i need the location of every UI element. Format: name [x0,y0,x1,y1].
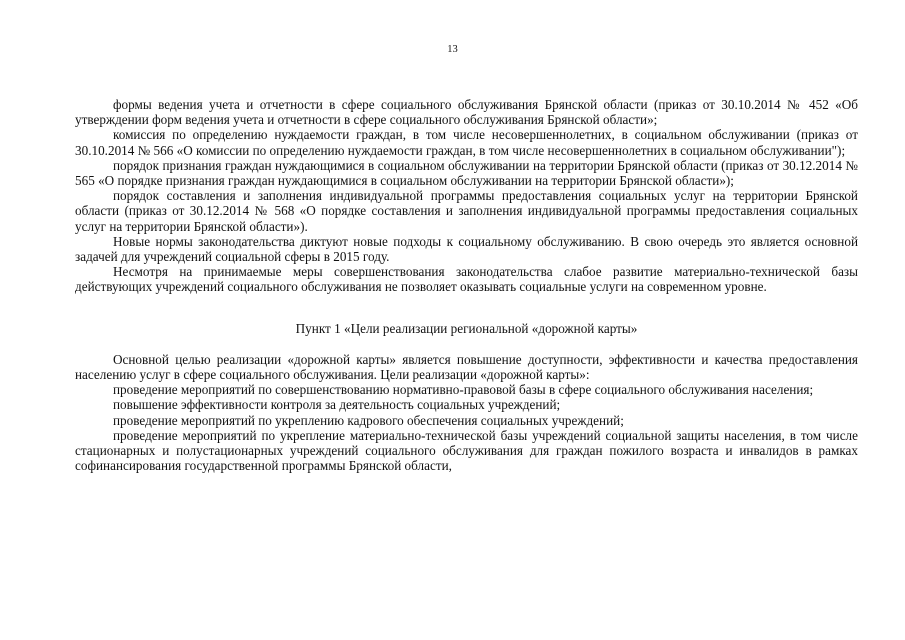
spacer [75,295,858,321]
paragraph: порядок составления и заполнения индивидуальной программы предоставления социальных услуг на территории Брянской области (приказ от 30.12.2014 № 568 «О порядке составления и заполнения индивидуальной программы предоставления социальных услуг на территории Брянской области»). [75,188,858,234]
page-number: 13 [447,44,458,55]
paragraph: формы ведения учета и отчетности в сфере социального обслуживания Брянской области (приказ от 30.10.2014 № 452 «Об утверждении форм ведения учета и отчетности в сфере социального обслуживания Брянской области»; [75,97,858,128]
document-body [75,97,858,473]
paragraph: порядок признания граждан нуждающимися в социальном обслуживании на территории Брянской области (приказ от 30.12.2014 № 565 «О порядке признания граждан нуждающимися в социальном обслуживании на территории Брянской области»); [75,157,858,189]
list-item: проведение мероприятий по совершенствованию нормативно-правовой базы в сфере социального обслуживания населения; [113,382,814,398]
paragraph: комиссия по определению нуждаемости граждан, в том числе несовершеннолетних, в социальном обслуживании (приказ от 30.10.2014 № 566 «О комиссии по определению нуждаемости граждан, в том числе несовершеннолетних в социальном обслуживании"); [75,127,858,158]
spacer [75,336,858,352]
paragraph: Основной целью реализации «дорожной карты» является повышение доступности, эффективности и качества предоставления населению услуг в сфере социального обслуживания. Цели реализации «дорожной карты»: [75,351,858,383]
paragraph: Новые нормы законодательства диктуют новые подходы к социальному обслуживанию. В свою очередь это является основной задачей для учреждений социальной сферы в 2015 году. [75,233,858,265]
list-item: повышение эффективности контроля за деятельность социальных учреждений; [113,397,561,413]
paragraph: Несмотря на принимаемые меры совершенствования законодательства слабое развитие материально-технической базы действующих учреждений социального обслуживания не позволяет оказывать социальные услуги на современном уровне. [75,264,858,295]
list-item: проведение мероприятий по укреплению кадрового обеспечения социальных учреждений; [113,412,624,428]
list-item: проведение мероприятий по укрепление материально-технической базы учреждений социальной защиты населения, в том числе стационарных и полустационарных учреждений социального обслуживания для граждан пожилого возраста и инвалидов в рамках софинансирования государственной программы Брянской области, [75,427,858,474]
section-heading: Пункт 1 «Цели реализации региональной «дорожной карты» [295,320,638,336]
